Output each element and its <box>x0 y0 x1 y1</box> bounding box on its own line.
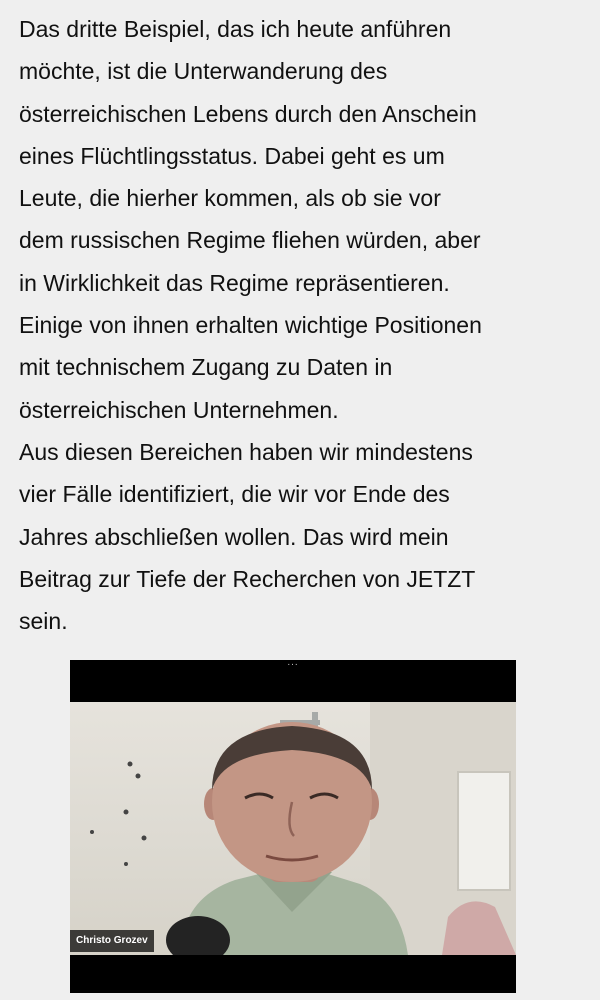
more-options-icon[interactable]: ... <box>287 660 299 668</box>
participant-video-image <box>70 702 516 955</box>
article-text <box>19 8 594 642</box>
video-call-frame[interactable] <box>70 660 516 993</box>
article-paragraph: Das dritte Beispiel, das ich heute anführen möchte, ist die Unterwanderung des österreichischen Lebens durch den Anschein eines Flüchtlingsstatus. Dabei geht es um Leute, die hierher kommen, als ob sie vor dem russischen Regime fliehen würden, aber in Wirklichkeit das Regime repräsentieren. Einige von ihnen erhalten wichtige Positionen mit technischem Zugang zu Daten in österreichischen Unternehmen. <box>19 16 482 423</box>
article-paragraph: Aus diesen Bereichen haben wir mindestens vier Fälle identifiziert, die wir vor Ende des Jahres abschließen wollen. Das wird mein Beitrag zur Tiefe der Recherchen von JETZT sein. <box>19 438 476 635</box>
participant-name-label: Christo Grozev <box>70 930 154 952</box>
video-feed <box>70 702 516 955</box>
